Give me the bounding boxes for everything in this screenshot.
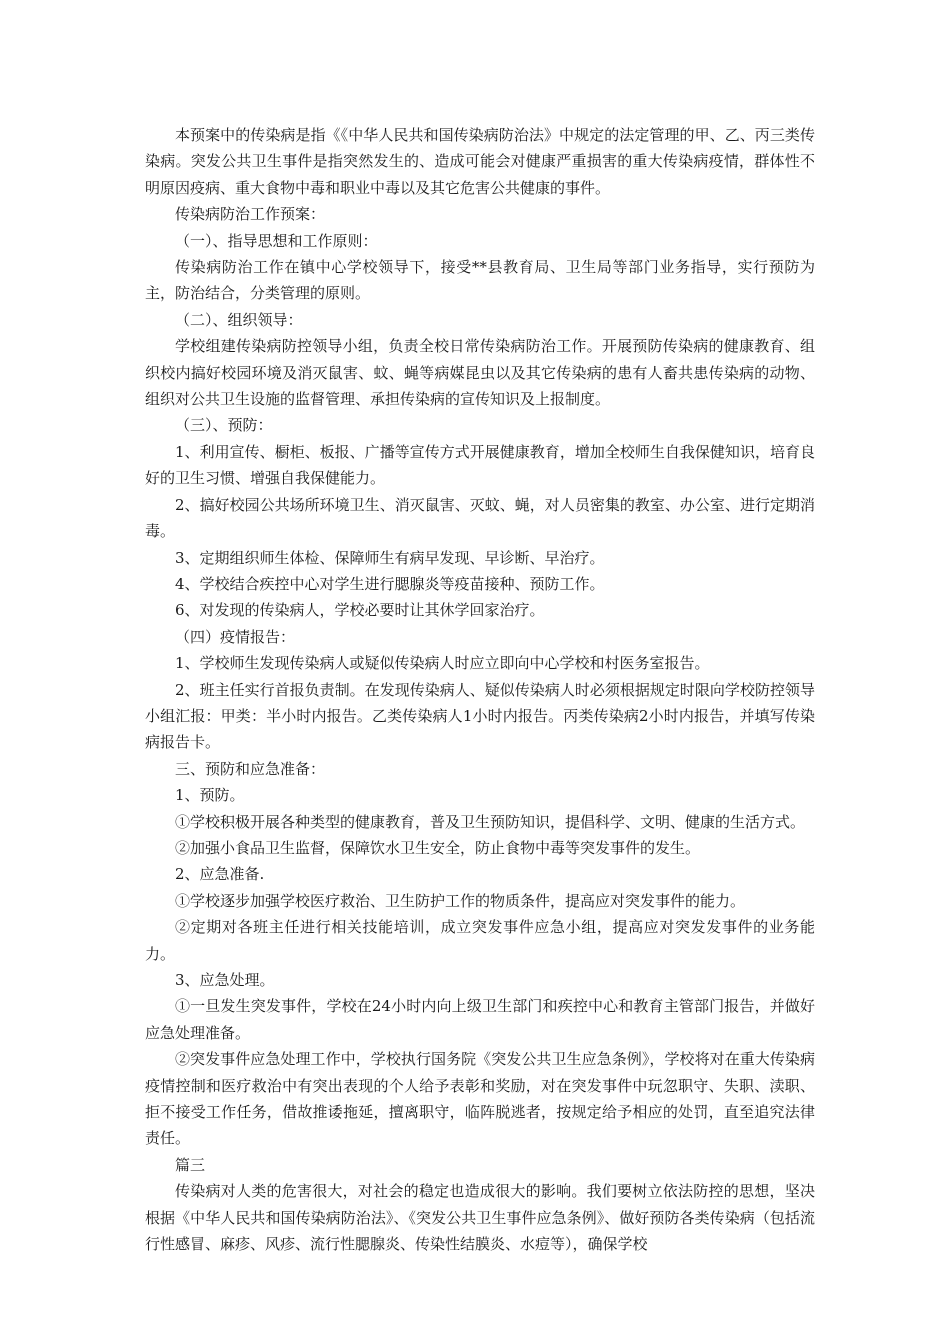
list-item: ①学校积极开展各种类型的健康教育，普及卫生预防知识，提倡科学、文明、健康的生活方式。 (175, 812, 806, 831)
list-item: 1、学校师生发现传染病人或疑似传染病人时应立即向中心学校和村医务室报告。 (175, 654, 710, 673)
subheading: 2、应急准备. (175, 865, 265, 884)
document-body (145, 122, 815, 1257)
list-item: 2、搞好校园公共场所环境卫生、消灭鼠害、灭蚊、蝇，对人员密集的教室、办公室、进行定期消毒。 (145, 495, 815, 541)
section-heading-1: （一）、指导思想和工作原则： (175, 231, 378, 250)
list-item: ②加强小食品卫生监督，保障饮水卫生安全，防止食物中毒等突发事件的发生。 (175, 838, 701, 857)
section-heading-prevention: 三、预防和应急准备： (175, 759, 326, 778)
section-title-part-three: 篇三 (175, 1155, 206, 1174)
paragraph-part-three-intro: 传染病对人类的危害很大，对社会的稳定也造成很大的影响。我们要树立依法防控的思想，坚决根据《中华人民共和国传染病防治法》、《突发公共卫生事件应急条例》、做好预防各类传染病（包括流行性感冒、麻疹、风疹、流行性腮腺炎、传染性结膜炎、水痘等），确保学校 (145, 1182, 815, 1254)
subheading: 3、应急处理。 (175, 971, 275, 989)
list-item: ②突发事件应急处理工作中，学校执行国务院《突发公共卫生应急条例》，学校将对在重大传染病疫情控制和医疗救治中有突出表现的个人给予表彰和奖励，对在突发事件中玩忽职守、失职、渎职、拒不接受工作任务，借故推诿拖延，擅离职守，临阵脱逃者，按规定给予相应的处罚，直至追究法律责任。 (145, 1050, 815, 1148)
list-item: 4、学校结合疾控中心对学生进行腮腺炎等疫苗接种、预防工作。 (175, 574, 605, 593)
list-item: 6、对发现的传染病人，学校必要时让其休学回家治疗。 (175, 601, 545, 620)
paragraph-principles: 传染病防治工作在镇中心学校领导下，接受**县教育局、卫生局等部门业务指导，实行预防为主，防治结合，分类管理的原则。 (145, 258, 815, 303)
section-heading-4: （四）疫情报告： (175, 627, 296, 646)
list-item: 3、定期组织师生体检、保障师生有病早发现、早诊断、早治疗。 (175, 548, 605, 567)
list-item: ②定期对各班主任进行相关技能培训，成立突发事件应急小组，提高应对突发发事件的业务能力。 (145, 918, 815, 963)
subheading: 1、预防。 (175, 786, 245, 805)
list-item: ①一旦发生突发事件，学校在24小时内向上级卫生部门和疾控中心和教育主管部门报告，并做好应急处理准备。 (145, 997, 815, 1042)
paragraph-organization: 学校组建传染病防控领导小组，负责全校日常传染病防治工作。开展预防传染病的健康教育、组织校内搞好校园环境及消灭鼠害、蚊、蝇等病媒昆虫以及其它传染病的患有人畜共患传染病的动物、组织对公共卫生设施的监督管理、承担传染病的宣传知识及上报制度。 (145, 337, 815, 409)
paragraph-intro: 本预案中的传染病是指《《中华人民共和国传染病防治法》中规定的法定管理的甲、乙、丙三类传染病。突发公共卫生事件是指突然发生的、造成可能会对健康严重损害的重大传染病疫情，群体性不明原因疫病、重大食物中毒和职业中毒以及其它危害公共健康的事件。 (145, 126, 815, 197)
list-item: ①学校逐步加强学校医疗救治、卫生防护工作的物质条件，提高应对突发事件的能力。 (175, 891, 746, 910)
paragraph-plan-heading: 传染病防治工作预案： (175, 205, 326, 224)
section-heading-3: （三）、预防： (175, 416, 273, 435)
list-item: 1、利用宣传、橱柜、板报、广播等宣传方式开展健康教育，增加全校师生自我保健知识，培育良好的卫生习惯、增强自我保健能力。 (145, 442, 815, 488)
section-heading-2: （二）、组织领导： (175, 310, 303, 329)
list-item: 2、班主任实行首报负责制。在发现传染病人、疑似传染病人时必须根据规定时限向学校防控领导小组汇报：甲类：半小时内报告。乙类传染病人1小时内报告。丙类传染病2小时内报告，并填写传染病报告卡。 (145, 680, 815, 752)
